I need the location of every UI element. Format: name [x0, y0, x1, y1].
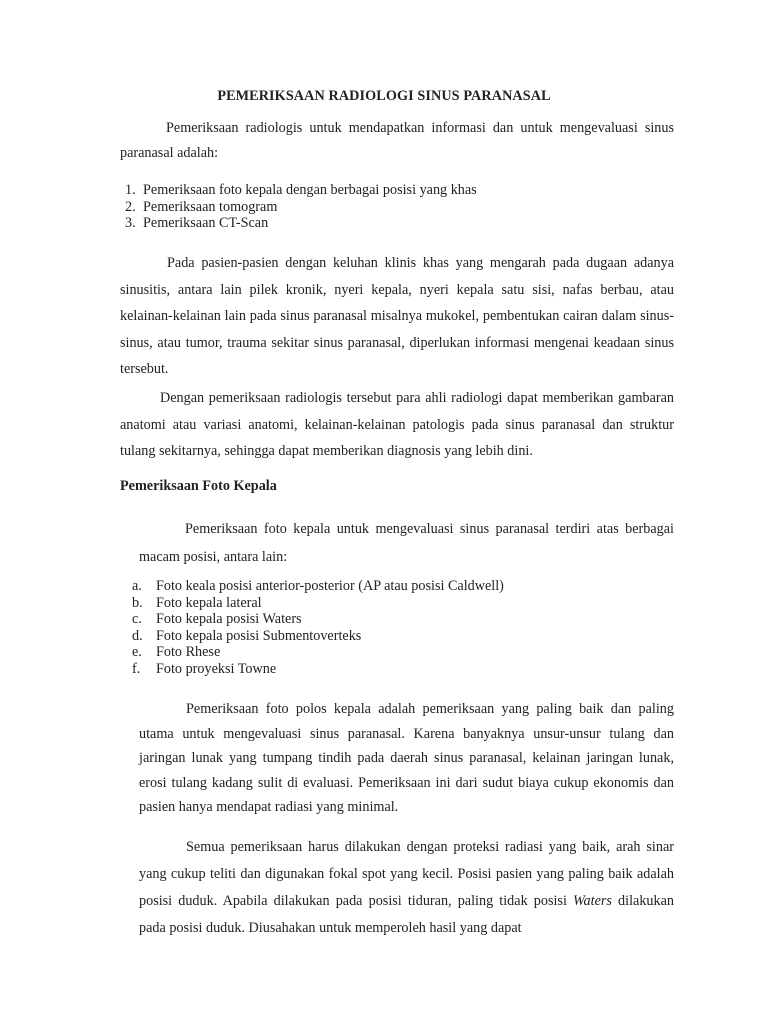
- foto-text: Pemeriksaan foto kepala untuk mengevaluasi sinus paranasal terdiri atas berbagai macam posisi, antara lain:: [139, 521, 674, 565]
- intro-paragraph: [120, 116, 674, 165]
- intro-text: Pemeriksaan radiologis untuk mendapatkan informasi dan untuk mengevaluasi sinus paranasal adalah:: [120, 120, 674, 161]
- patients-text: Pada pasien-pasien dengan keluhan klinis khas yang mengarah pada dugaan adanya sinusitis, antara lain pilek kronik, nyeri kepala, nyeri kepala satu sisi, nafas berbau, atau kelainan-kelainan lain pada sinus paranasal misalnya mukokel, pembentukan cairan dalam sinus-sinus, atau tumor, trauma sekitar sinus paranasal, diperlukan informasi mengenai keadaan sinus tersebut.: [120, 255, 674, 377]
- semua-text-start: Semua pemeriksaan harus dilakukan dengan proteksi radiasi yang baik, arah sinar yang cukup teliti dan digunakan fokal spot yang kecil. Posisi pasien yang paling baik adalah posisi duduk. Apabila dilakukan pada posisi tiduran, paling tidak posisi: [139, 839, 674, 909]
- semua-paragraph: [139, 834, 674, 942]
- list-item: f. Foto proyeksi Towne: [132, 660, 277, 677]
- list-item: 1. Pemeriksaan foto kepala dengan berbagai posisi yang khas: [125, 182, 477, 198]
- section-heading: Pemeriksaan Foto Kepala: [120, 478, 277, 494]
- radiology-text: Dengan pemeriksaan radiologis tersebut para ahli radiologi dapat memberikan gambaran anatomi atau variasi anatomi, kelainan-kelainan patologis pada sinus paranasal dan struktur tulang sekitarnya, sehingga dapat memberikan diagnosis yang lebih dini.: [120, 390, 674, 459]
- numbered-list: [125, 182, 477, 232]
- polos-paragraph: [139, 697, 674, 820]
- list-item: e. Foto Rhese: [132, 644, 221, 660]
- list-item: 3. Pemeriksaan CT-Scan: [125, 215, 269, 231]
- list-item: a. Foto keala posisi anterior-posterior (AP atau posisi Caldwell): [132, 578, 504, 594]
- list-item: d. Foto kepala posisi Submentoverteks: [132, 627, 362, 644]
- position-list: [132, 578, 504, 677]
- radiology-paragraph: [120, 385, 674, 465]
- list-item: c. Foto kepala posisi Waters: [132, 611, 302, 627]
- list-item: 2. Pemeriksaan tomogram: [125, 198, 278, 215]
- page-title: PEMERIKSAAN RADIOLOGI SINUS PARANASAL: [217, 88, 551, 104]
- list-item: b. Foto kepala lateral: [132, 594, 262, 611]
- foto-paragraph: [139, 515, 674, 571]
- patients-paragraph: [120, 250, 674, 383]
- semua-text-end: dilakukan pada posisi duduk. Diusahakan untuk memperoleh hasil yang dapat: [139, 893, 674, 936]
- waters-italic: Waters: [573, 893, 612, 909]
- polos-text: Pemeriksaan foto polos kepala adalah pemeriksaan yang paling baik dan paling utama untuk mengevaluasi sinus paranasal. Karena banyaknya unsur-unsur tulang dan jaringan lunak yang tumpang tindih pada daerah sinus paranasal, kelainan jaringan lunak, erosi tulang kadang sulit di evaluasi. Pemeriksaan ini dari sudut biaya cukup ekonomis dan pasien hanya mendapat radiasi yang minimal.: [139, 701, 674, 815]
